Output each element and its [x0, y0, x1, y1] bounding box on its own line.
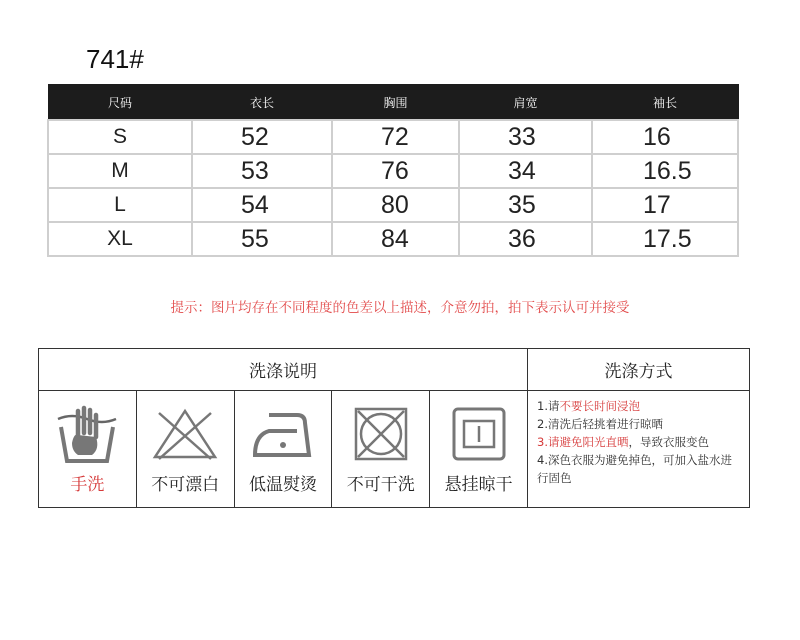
method-item-1: 1.请不要长时间浸泡 — [537, 399, 640, 413]
sleeve-cell: 17.5 — [592, 222, 738, 256]
table-row — [48, 154, 738, 188]
table-row — [48, 222, 738, 256]
sleeve-cell: 16 — [592, 120, 738, 154]
method-item-2: 2.清洗后轻挑着进行晾晒 — [537, 417, 663, 431]
size-cell: M — [48, 154, 192, 188]
care-symbols — [39, 391, 528, 507]
care-symbol-hang-dry — [430, 391, 527, 507]
chest-cell: 80 — [332, 188, 459, 222]
length-cell: 52 — [192, 120, 332, 154]
header-sleeve: 袖长 — [592, 85, 738, 121]
chest-cell: 84 — [332, 222, 459, 256]
no-tumble-dry-label: 不可干洗 — [346, 475, 415, 495]
no-tumble-dry-icon — [350, 405, 412, 463]
care-method-title: 洗涤方式 — [528, 349, 749, 391]
header-chest: 胸围 — [332, 85, 459, 121]
size-table — [47, 84, 739, 257]
length-cell: 53 — [192, 154, 332, 188]
hand-wash-icon — [52, 405, 122, 467]
color-difference-notice: 提示：图片均存在不同程度的色差以上描述，介意勿拍，拍下表示认可并接受 — [170, 300, 630, 316]
care-symbol-hand-wash — [39, 391, 137, 507]
low-temp-iron-icon — [247, 405, 319, 463]
hang-dry-label: 悬挂晾干 — [444, 475, 513, 495]
header-shoulder: 肩宽 — [459, 85, 592, 121]
sleeve-cell: 17 — [592, 188, 738, 222]
care-method-list — [528, 391, 749, 507]
care-symbol-no-tumble-dry — [332, 391, 430, 507]
care-table — [38, 348, 750, 508]
hang-dry-icon — [448, 405, 510, 463]
header-length: 衣长 — [192, 85, 332, 121]
care-symbol-low-temp-iron — [235, 391, 333, 507]
shoulder-cell: 36 — [459, 222, 592, 256]
chest-cell: 76 — [332, 154, 459, 188]
care-instructions-title: 洗涤说明 — [39, 349, 528, 391]
header-size: 尺码 — [48, 85, 192, 121]
low-temp-iron-label: 低温熨烫 — [248, 475, 317, 495]
table-row — [48, 188, 738, 222]
shoulder-cell: 35 — [459, 188, 592, 222]
size-cell: XL — [48, 222, 192, 256]
shoulder-cell: 34 — [459, 154, 592, 188]
size-cell: L — [48, 188, 192, 222]
method-item-3: 3.请避免阳光直晒，导致衣服变色 — [537, 435, 709, 449]
care-symbol-no-bleach — [137, 391, 235, 507]
shoulder-cell: 33 — [459, 120, 592, 154]
size-table-header — [48, 85, 738, 121]
length-cell: 54 — [192, 188, 332, 222]
chest-cell: 72 — [332, 120, 459, 154]
size-cell: S — [48, 120, 192, 154]
hand-wash-label: 手洗 — [70, 475, 105, 495]
sleeve-cell: 16.5 — [592, 154, 738, 188]
table-row — [48, 120, 738, 154]
no-bleach-icon — [149, 405, 221, 463]
method-item-4: 4.深色衣服为避免掉色，可加入盐水进行固色 — [537, 453, 732, 485]
length-cell: 55 — [192, 222, 332, 256]
no-bleach-label: 不可漂白 — [151, 475, 220, 495]
product-code: 741# — [86, 44, 144, 74]
